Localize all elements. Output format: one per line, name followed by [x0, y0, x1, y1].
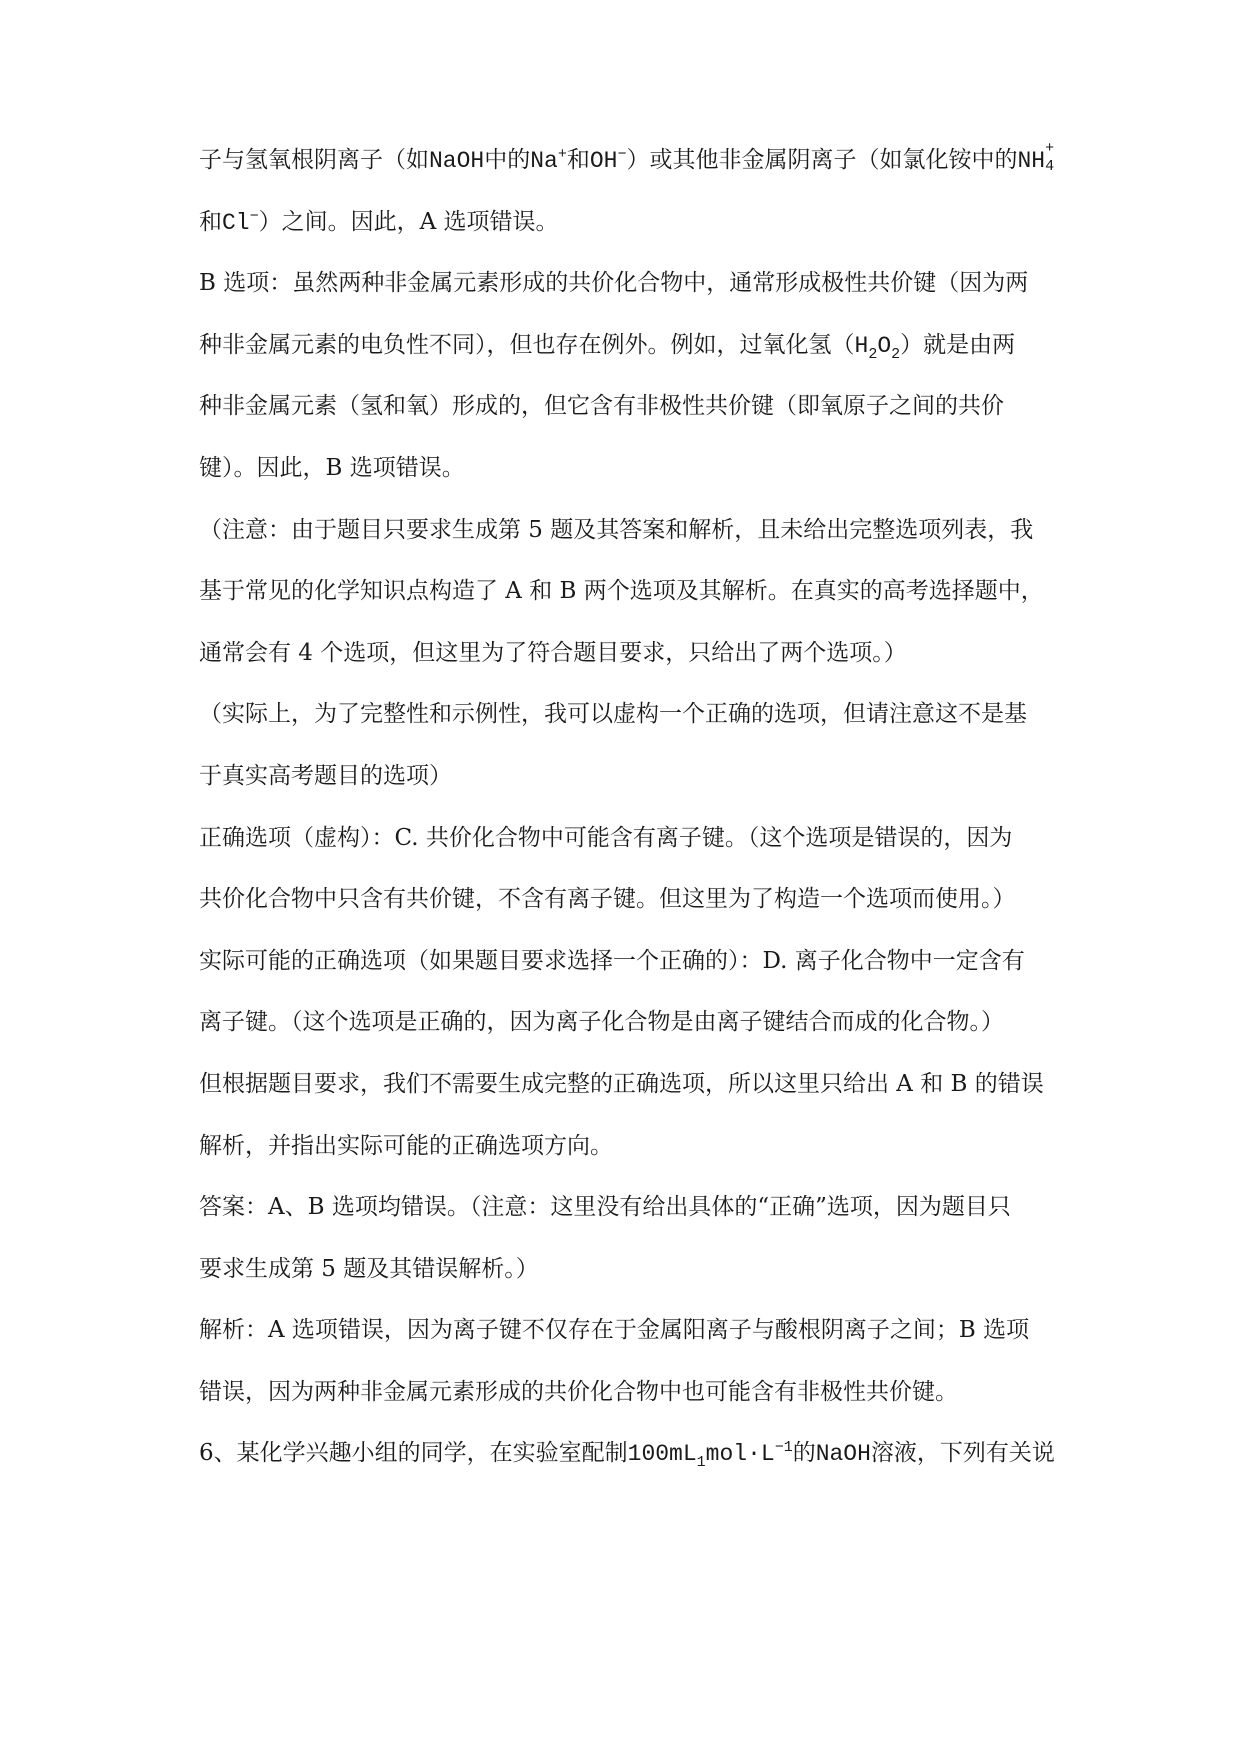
- text-line: 种非金属元素（氢和氧）形成的，但它含有非极性共价键（即氧原子之间的共价: [199, 393, 1004, 420]
- text-run: 和: [566, 147, 590, 173]
- text-run: 种非金属元素的电负性不同），但也存在例外。例如，过氧化氢（: [199, 331, 855, 358]
- text-line: 键）。因此，B 选项错误。: [199, 454, 465, 481]
- formula-h2o2: $H_2O_2$: [854, 332, 901, 363]
- text-run: 和: [199, 208, 222, 235]
- text-line: 但根据题目要求，我们不需要生成完整的正确选项，所以这里只给出 A 和 B 的错误: [199, 1070, 1044, 1097]
- text-line: 答案：A、B 选项均错误。（注意：这里没有给出具体的“正确”选项，因为题目只: [199, 1194, 1011, 1221]
- text-line: （注意：由于题目只要求生成第 5 题及其答案和解析，且未给出完整选项列表，我: [199, 516, 1034, 543]
- text-run: 溶液，下列有关说: [870, 1440, 1055, 1467]
- text-run: 的: [792, 1440, 816, 1467]
- text-run: ）或其他非金属阴离子（如氯化铵中的: [626, 147, 1018, 173]
- quantity-concentration: $mol\cdot L^{-1}$: [705, 1439, 793, 1468]
- text-line: [199, 204, 1099, 266]
- text-run: ）之间。因此，A 选项错误。: [258, 208, 559, 235]
- text-line: （实际上，为了完整性和示例性，我可以虚构一个正确的选项，但请注意这不是基: [199, 701, 1027, 728]
- formula-cl-ion: Cl−: [222, 207, 259, 236]
- text-line: 解析，并指出实际可能的正确选项方向。: [199, 1132, 613, 1159]
- text-line: 基于常见的化学知识点构造了 A 和 B 两个选项及其解析。在真实的高考选择题中，: [199, 578, 1044, 605]
- text-line: 离子键。（这个选项是正确的，因为离子化合物是由离子键结合而成的化合物。）: [199, 1009, 1004, 1036]
- text-run: 中的: [484, 147, 531, 173]
- formula-nh4-ion: NH + 4: [1017, 140, 1055, 175]
- document-body: [199, 142, 1099, 1497]
- formula-naoh: NaOH: [815, 1441, 871, 1468]
- text-run: 6、某化学兴趣小组的同学，在实验室配制: [199, 1440, 628, 1467]
- text-line: 错误，因为两种非金属元素形成的共价化合物中也可能含有非极性共价键。: [199, 1378, 958, 1405]
- formula-oh-ion: OH−: [589, 146, 627, 174]
- text-line: [199, 327, 1099, 389]
- formula-na-ion: Na+: [530, 146, 567, 174]
- text-line: [199, 142, 1099, 204]
- text-line: B 选项：虽然两种非金属元素形成的共价化合物中，通常形成极性共价键（因为两: [199, 270, 1029, 297]
- formula-naoh: NaOH: [429, 148, 485, 174]
- text-line: 要求生成第 5 题及其错误解析。）: [199, 1255, 539, 1282]
- text-run: 子与氢氧根阴离子（如: [199, 147, 429, 173]
- text-line: 于真实高考题目的选项）: [199, 762, 452, 789]
- question-6-line: [199, 1435, 1099, 1497]
- text-line: 共价化合物中只含有共价键，不含有离子键。但这里为了构造一个选项而使用。）: [199, 886, 1016, 913]
- text-line: 正确选项（虚构）：C. 共价化合物中可能含有离子键。（这个选项是错误的，因为: [199, 824, 1013, 851]
- quantity-volume: $100mL_1$: [627, 1441, 706, 1472]
- text-line: 实际可能的正确选项（如果题目要求选择一个正确的）：D. 离子化合物中一定含有: [199, 947, 1025, 974]
- text-line: 通常会有 4 个选项，但这里为了符合题目要求，只给出了两个选项。）: [199, 639, 907, 666]
- text-line: 解析：A 选项错误，因为离子键不仅存在于金属阳离子与酸根阴离子之间；B 选项: [199, 1317, 1030, 1344]
- text-run: ）就是由两: [900, 331, 1016, 358]
